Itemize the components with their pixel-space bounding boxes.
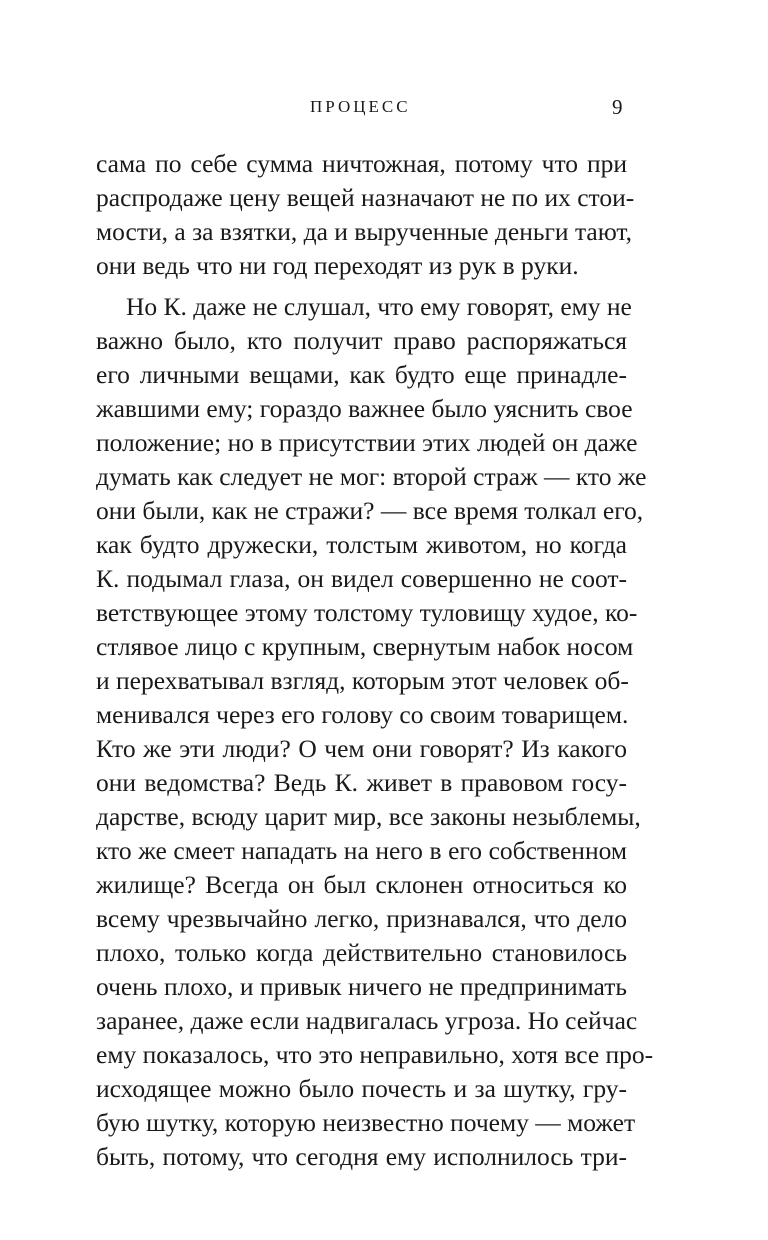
text-line: ему показалось, что это неправильно, хотя все про-: [96, 1040, 654, 1069]
page-number: 9: [612, 95, 623, 119]
text-line: думать как следует не мог: второй страж — кто же: [96, 462, 647, 491]
text-line: менивался через его голову со своим товарищем.: [96, 700, 629, 729]
text-line: ветствующее этому толстому туловищу худое, ко-: [96, 598, 638, 627]
text-line: они ведомства? Ведь К. живет в правовом госу-: [96, 768, 627, 797]
paragraph: [96, 290, 654, 1174]
text-line: его личными вещами, как будто еще принадле-: [96, 360, 627, 389]
text-line: они ведь что ни год переходят из рук в руки.: [96, 251, 579, 280]
text-line: быть, потому, что сегодня ему исполнилось три-: [96, 1142, 627, 1171]
text-line: важно было, кто получит право распоряжаться: [96, 326, 627, 355]
body-text: [96, 147, 654, 1174]
text-line: и перехватывал взгляд, которым этот человек об-: [96, 666, 629, 695]
text-line: стлявое лицо с крупным, свернутым набок носом: [96, 632, 634, 661]
running-title: ПРОЦЕСС: [310, 97, 411, 116]
text-line: распродаже цену вещей назначают не по их стои-: [96, 183, 635, 212]
paragraph-gap: [96, 283, 627, 290]
paragraph: [96, 147, 635, 283]
text-line: К. подымал глаза, он видел совершенно не соот-: [96, 564, 627, 593]
text-line: Кто же эти люди? О чем они говорят? Из какого: [96, 734, 627, 763]
text-line: очень плохо, и привык ничего не предпринимать: [96, 972, 627, 1001]
text-line: всему чрезвычайно легко, признавался, что дело: [96, 904, 627, 933]
text-line: жавшими ему; гораздо важнее было уяснить свое: [96, 394, 633, 423]
text-line: как будто дружески, толстым животом, но когда: [96, 530, 627, 559]
text-line: мости, а за взятки, да и вырученные деньги тают,: [96, 217, 633, 246]
text-line: они были, как не стражи? — все время толкал его,: [96, 496, 644, 525]
text-line: дарстве, всюду царит мир, все законы незыблемы,: [96, 802, 641, 831]
text-line: положение; но в присутствии этих людей он даже: [96, 428, 638, 457]
text-line: плохо, только когда действительно становилось: [96, 938, 627, 967]
text-line: жилище? Всегда он был склонен относиться ко: [96, 870, 627, 899]
text-line: заранее, даже если надвигалась угроза. Но сейчас: [96, 1006, 638, 1035]
text-line: сама по себе сумма ничтожная, потому что при: [96, 149, 627, 178]
text-line: исходящее можно было почесть и за шутку, гру-: [96, 1074, 627, 1103]
text-line: бую шутку, которую неизвестно почему — может: [96, 1108, 636, 1137]
text-line: Но К. даже не слушал, что ему говорят, ему не: [126, 292, 632, 321]
text-line: кто же смеет нападать на него в его собственном: [96, 836, 627, 865]
